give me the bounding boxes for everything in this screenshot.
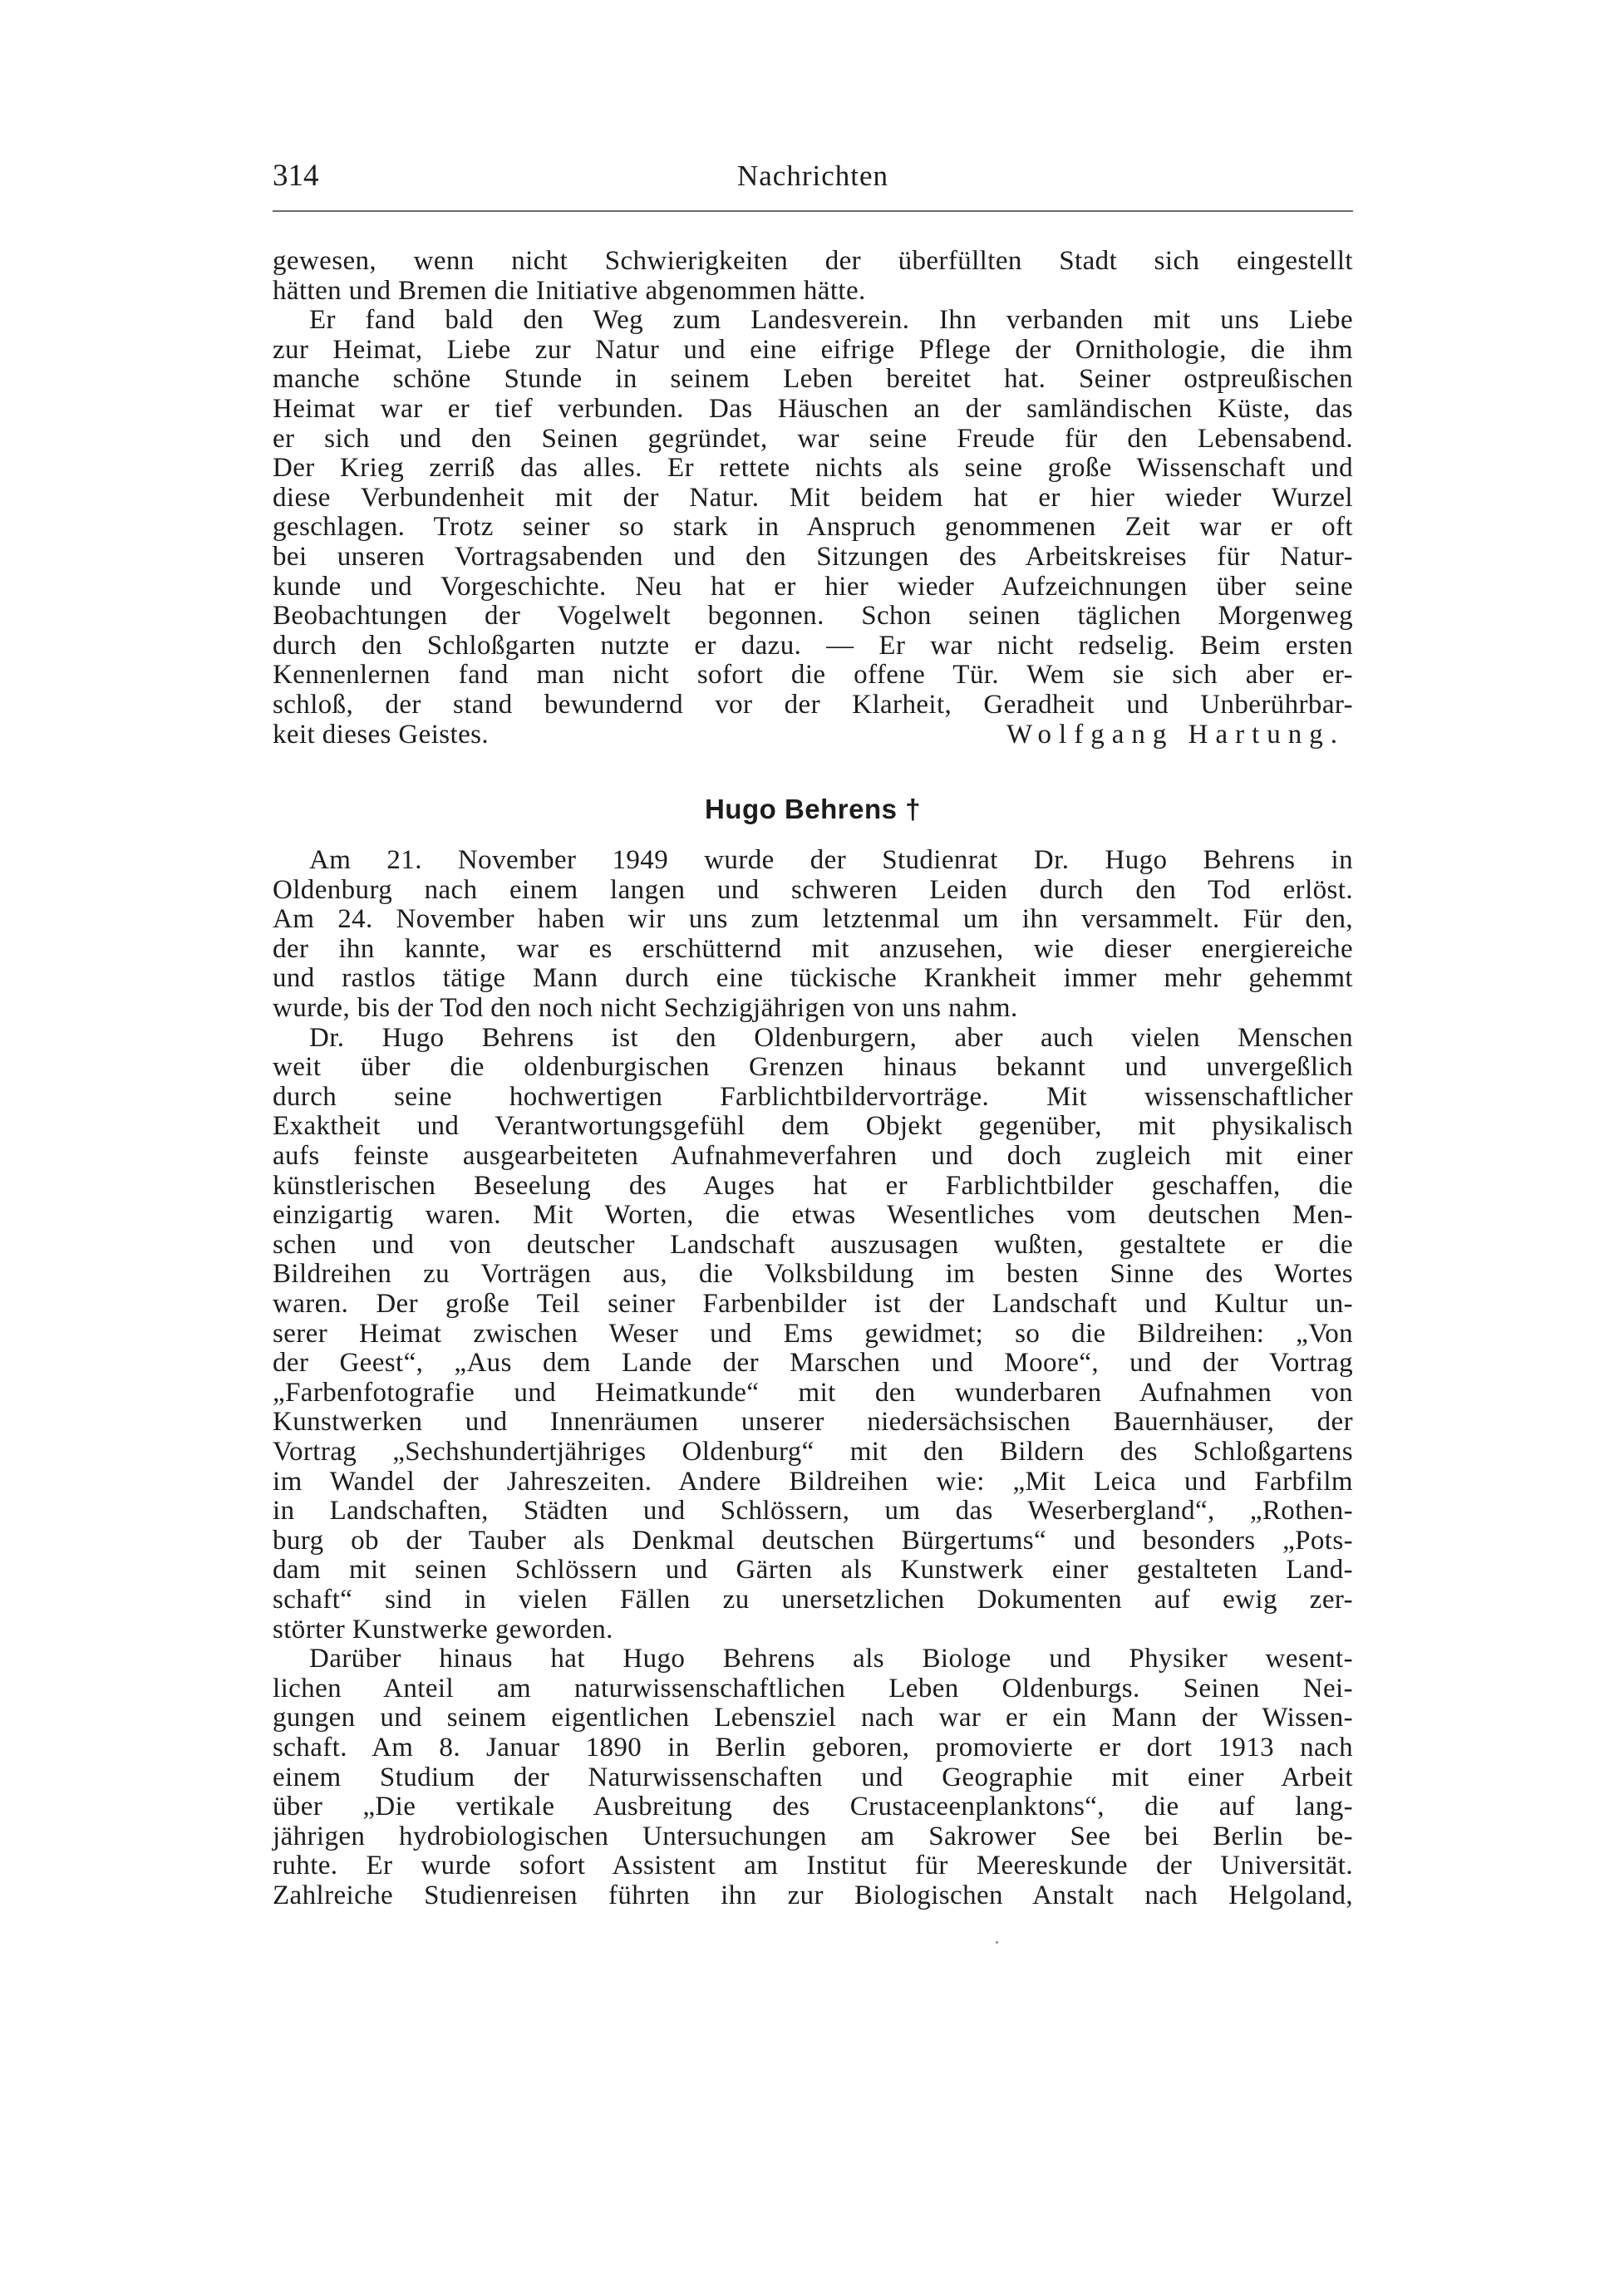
- text-line: gewesen, wenn nicht Schwierigkeiten der überfüllten Stadt sich eingestellt: [273, 246, 1353, 276]
- text-line: lichen Anteil am naturwissenschaftlichen Leben Oldenburgs. Seinen Nei-: [273, 1673, 1353, 1704]
- text-line: Dr. Hugo Behrens ist den Oldenburgern, aber auch vielen Menschen: [309, 1022, 1353, 1053]
- text-line: der Geest“, „Aus dem Lande der Marschen und Moore“, und der Vortrag: [273, 1348, 1353, 1379]
- text-line: einem Studium der Naturwissenschaften und Geographie mit einer Arbeit: [273, 1762, 1353, 1792]
- text-line: Am 21. November 1949 wurde der Studienrat Dr. Hugo Behrens in: [309, 845, 1353, 876]
- text-line: und rastlos tätige Mann durch eine tückische Krankheit immer mehr gehemmt: [273, 963, 1353, 994]
- text-line: Am 24. November haben wir uns zum letztenmal um ihn versammelt. Für den,: [273, 904, 1353, 935]
- page-number: 314: [273, 159, 319, 193]
- text-line: der ihn kannte, war es erschütternd mit anzusehen, wie dieser energiereiche: [273, 933, 1353, 964]
- text-line: kunde und Vorgeschichte. Neu hat er hier wieder Aufzeichnungen über seine: [273, 571, 1353, 602]
- text-line: dam mit seinen Schlössern und Gärten als Kunstwerk einer gestalteten Land-: [273, 1555, 1353, 1586]
- text-line: weit über die oldenburgischen Grenzen hinaus bekannt und unvergeßlich: [273, 1052, 1353, 1083]
- text-line: ruhte. Er wurde sofort Assistent am Institut für Meereskunde der Universität.: [273, 1851, 1353, 1881]
- text-line: manche schöne Stunde in seinem Leben bereitet hat. Seiner ostpreußischen: [273, 364, 1353, 395]
- text-line: Bildreihen zu Vorträgen aus, die Volksbildung im besten Sinne des Wortes: [273, 1259, 1353, 1290]
- text-line: Der Krieg zerriß das alles. Er rettete nichts als seine große Wissenschaft und: [273, 453, 1353, 484]
- text-line: wurde, bis der Tod den noch nicht Sechzigjährigen von uns nahm.: [273, 993, 1018, 1024]
- text-line: burg ob der Tauber als Denkmal deutschen Bürgertums“ und besonders „Pots-: [273, 1525, 1353, 1556]
- text-line: Zahlreiche Studienreisen führten ihn zur Biologischen Anstalt nach Helgoland,: [273, 1880, 1353, 1910]
- text-line: schaft“ sind in vielen Fällen zu unersetzlichen Dokumenten auf ewig zer-: [273, 1584, 1353, 1615]
- text-line: über „Die vertikale Ausbreitung des Crustaceenplanktons“, die auf lang-: [273, 1792, 1353, 1822]
- text-line: waren. Der große Teil seiner Farbenbilder ist der Landschaft und Kultur un-: [273, 1289, 1353, 1319]
- text-line: jährigen hydrobiologischen Untersuchungen am Sakrower See bei Berlin be-: [273, 1821, 1353, 1851]
- text-line: Exaktheit und Verantwortungsgefühl dem Objekt gegenüber, mit physikalisch: [273, 1111, 1353, 1142]
- text-line: im Wandel der Jahreszeiten. Andere Bildreihen wie: „Mit Leica und Farbfilm: [273, 1466, 1353, 1497]
- text-line: keit dieses Geistes.: [273, 719, 490, 750]
- text-line: Oldenburg nach einem langen und schweren Leiden durch den Tod erlöst.: [273, 874, 1353, 905]
- text-line: einzigartig waren. Mit Worten, die etwas Wesentliches vom deutschen Men-: [273, 1200, 1353, 1231]
- text-line: er sich und den Seinen gegründet, war seine Freude für den Lebensabend.: [273, 423, 1353, 454]
- text-line: diese Verbundenheit mit der Natur. Mit beidem hat er hier wieder Wurzel: [273, 482, 1353, 513]
- text-line: schloß, der stand bewundernd vor der Klarheit, Geradheit und Unberührbar-: [273, 689, 1353, 720]
- running-head: Nachrichten: [736, 160, 889, 192]
- text-line: gungen und seinem eigentlichen Lebensziel nach war er ein Mann der Wissen-: [273, 1703, 1353, 1733]
- text-line: aufs feinste ausgearbeiteten Aufnahmeverfahren und doch zugleich mit einer: [273, 1141, 1353, 1172]
- text-line: Darüber hinaus hat Hugo Behrens als Biologe und Physiker wesent-: [309, 1644, 1353, 1674]
- text-line: störter Kunstwerke geworden.: [273, 1614, 613, 1645]
- header-rule: [273, 210, 1353, 212]
- text-line: serer Heimat zwischen Weser und Ems gewidmet; so die Bildreihen: „Von: [273, 1318, 1353, 1349]
- text-line: zur Heimat, Liebe zur Natur und eine eifrige Pflege der Ornithologie, die ihm: [273, 334, 1353, 365]
- author-signature: Wolfgang Hartung.: [1006, 719, 1345, 750]
- text-line: durch seine hochwertigen Farblichtbildervorträge. Mit wissenschaftlicher: [273, 1081, 1353, 1112]
- text-line: Kennenlernen fand man nicht sofort die offene Tür. Wem sie sich aber er-: [273, 660, 1353, 691]
- body-text: [273, 247, 1353, 1910]
- text-line: „Farbenfotografie und Heimatkunde“ mit den wunderbaren Aufnahmen von: [273, 1377, 1353, 1408]
- text-line: geschlagen. Trotz seiner so stark in Anspruch genommenen Zeit war er oft: [273, 512, 1353, 543]
- text-line: durch den Schloßgarten nutzte er dazu. — Er war nicht redselig. Beim ersten: [273, 630, 1353, 661]
- page-header: [273, 158, 1353, 206]
- text-line: in Landschaften, Städten und Schlössern, um das Weserbergland“, „Rothen-: [273, 1496, 1353, 1527]
- text-line: Kunstwerken und Innenräumen unserer niedersächsischen Bauernhäuser, der: [273, 1407, 1353, 1438]
- text-line: künstlerischen Beseelung des Auges hat er Farblichtbilder geschaffen, die: [273, 1170, 1353, 1201]
- text-line: hätten und Bremen die Initiative abgenommen hätte.: [273, 275, 866, 306]
- text-line: schen und von deutscher Landschaft auszusagen wußten, gestaltete er die: [273, 1229, 1353, 1260]
- text-line-with-signature: [273, 720, 1353, 750]
- text-line: bei unseren Vortragsabenden und den Sitzungen des Arbeitskreises für Natur-: [273, 541, 1353, 572]
- obituary-heading: Hugo Behrens †: [704, 794, 922, 825]
- print-speck: [996, 1941, 998, 1944]
- text-line: Heimat war er tief verbunden. Das Häuschen an der samländischen Küste, das: [273, 393, 1353, 424]
- text-line: Er fand bald den Weg zum Landesverein. Ihn verbanden mit uns Liebe: [309, 305, 1353, 336]
- text-line: Beobachtungen der Vogelwelt begonnen. Schon seinen täglichen Morgenweg: [273, 601, 1353, 632]
- text-line: schaft. Am 8. Januar 1890 in Berlin geboren, promovierte er dort 1913 nach: [273, 1732, 1353, 1763]
- text-line: Vortrag „Sechshundertjähriges Oldenburg“ mit den Bildern des Schloßgartens: [273, 1436, 1353, 1467]
